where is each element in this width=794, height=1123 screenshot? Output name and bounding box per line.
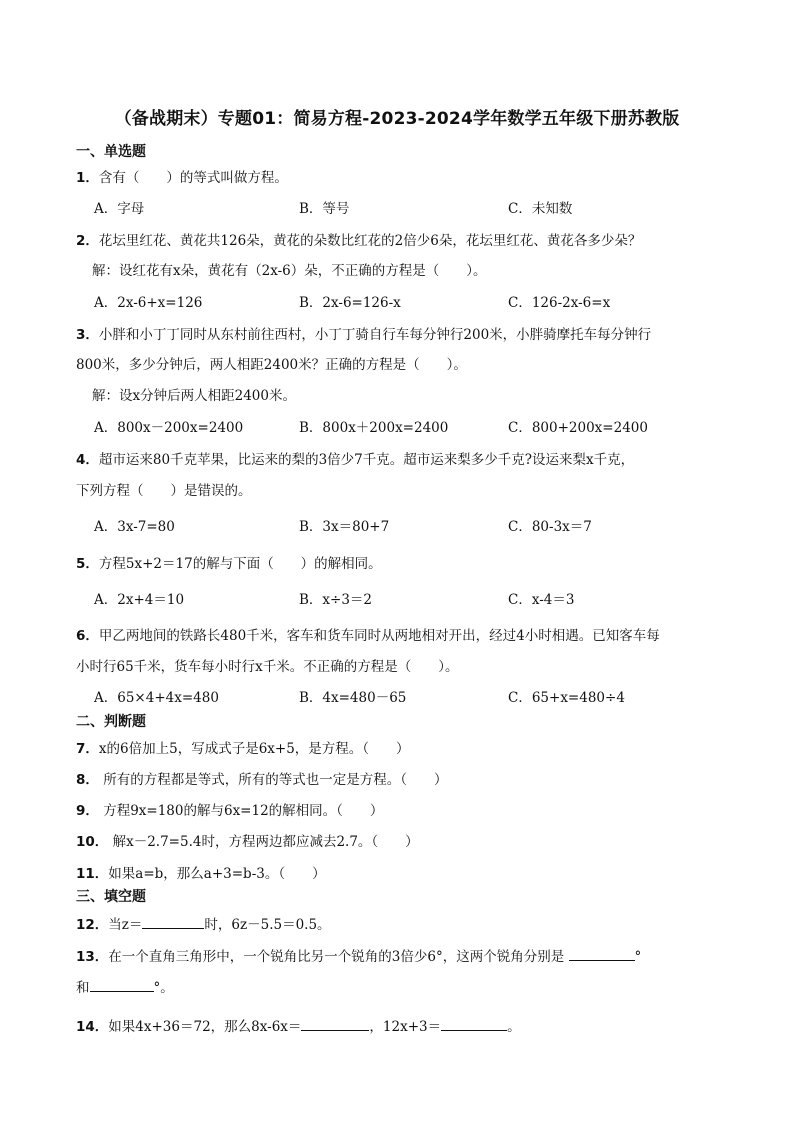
question-number: 13． (76, 949, 109, 965)
section-heading-fill-blank: 三、填空题 (76, 889, 146, 905)
answer-blank[interactable] (90, 979, 154, 992)
q2-option-a: A．2x-6+x=126 (94, 295, 203, 311)
question-number: 3． (76, 327, 99, 343)
question-10 (76, 830, 419, 850)
question-text: 解x－2.7=5.4时，方程两边都应减去2.7。（ ） (108, 834, 419, 850)
q2-option-b: B．2x-6=126-x (299, 295, 401, 311)
q3-option-a: A．800x－200x=2400 (94, 420, 244, 436)
question-number: 6． (76, 628, 99, 644)
question-text: 如果a=b，那么a+3=b-3。（ ） (108, 866, 326, 882)
q6-option-a: A．65×4+4x=480 (94, 690, 219, 706)
question-13 (76, 945, 641, 965)
q5-option-a: A．2x+4＝10 (94, 592, 185, 608)
question-number: 4． (76, 452, 99, 468)
question-text: 含有（ ）的等式叫做方程。 (98, 170, 288, 186)
answer-blank[interactable] (142, 916, 204, 929)
question-2-solution-line: 解：设红花有x朵，黄花有（2x-6）朵，不正确的方程是（ ）。 (92, 263, 487, 279)
question-text-post: ° (634, 949, 642, 965)
question-5 (76, 552, 382, 572)
q4-option-a: A．3x-7=80 (94, 519, 175, 535)
q4-option-b: B．3x＝80+7 (299, 519, 390, 535)
question-text-post: 时，6z－5.5＝0.5。 (204, 917, 331, 933)
question-number: 8． (76, 772, 99, 788)
question-text: 小胖和小丁丁同时从东村前往西村，小丁丁骑自行车每分钟行200米，小胖骑摩托车每分钟行 (98, 327, 652, 343)
question-text: x的6倍加上5，写成式子是6x+5，是方程。（ ） (98, 741, 410, 757)
q3-option-b: B．800x＋200x=2400 (299, 420, 449, 436)
question-number: 11． (76, 866, 109, 882)
question-number: 14． (76, 1019, 109, 1035)
question-number: 9． (76, 803, 99, 819)
answer-blank[interactable] (441, 1018, 507, 1031)
answer-blank[interactable] (569, 948, 635, 961)
question-number: 7． (76, 741, 99, 757)
q1-option-c: C．未知数 (508, 201, 573, 217)
question-8 (76, 768, 447, 788)
question-number: 12． (76, 917, 109, 933)
q4-option-c: C．80-3x＝7 (508, 519, 592, 535)
q6-option-b: B．4x=480－65 (299, 690, 407, 706)
page-title: （备战期末）专题01：简易方程-2023-2024学年数学五年级下册苏教版 (114, 109, 680, 129)
question-4 (76, 448, 634, 468)
question-text: 所有的方程都是等式，所有的等式也一定是方程。（ ） (98, 772, 448, 788)
question-number: 10． (76, 834, 109, 850)
question-text-pre: 如果4x+36＝72，那么8x-6x＝ (108, 1019, 302, 1035)
question-2 (76, 229, 641, 249)
section-heading-single-choice: 一、单选题 (76, 144, 146, 160)
question-4-line-2: 下列方程（ ）是错误的。 (76, 483, 252, 499)
question-text-post: °。 (153, 980, 174, 996)
question-number: 5． (76, 556, 99, 572)
section-heading-true-false: 二、判断题 (76, 714, 146, 730)
question-number: 2． (76, 233, 99, 249)
q5-option-c: C．x-4＝3 (508, 592, 575, 608)
question-text: 甲乙两地间的铁路长480千米，客车和货车同时从两地相对开出，经过4小时相遇。已知客车每 (98, 628, 660, 644)
question-13-line-2 (76, 976, 174, 996)
answer-blank[interactable] (301, 1018, 369, 1031)
question-14 (76, 1015, 521, 1035)
question-7 (76, 737, 410, 757)
q3-option-c: C．800+200x=2400 (508, 420, 648, 436)
q1-option-b: B．等号 (299, 201, 350, 217)
question-text-post: 。 (507, 1019, 521, 1035)
question-text: 方程5x+2＝17的解与下面（ ）的解相同。 (98, 556, 382, 572)
question-text-pre: 在一个直角三角形中，一个锐角比另一个锐角的3倍少6°，这两个锐角分别是 (108, 949, 569, 965)
q2-option-c: C．126-2x-6=x (508, 295, 611, 311)
question-6 (76, 624, 660, 644)
question-number: 1． (76, 170, 99, 186)
question-text-pre: 和 (76, 980, 90, 996)
q6-option-c: C．65+x=480÷4 (508, 690, 625, 706)
question-3-solution-line: 解：设x分钟后两人相距2400米。 (92, 388, 296, 404)
question-text: 方程9x=180的解与6x=12的解相同。（ ） (98, 803, 384, 819)
question-3-line-2: 800米，多少分钟后，两人相距2400米？正确的方程是（ ）。 (76, 357, 467, 373)
question-text: 花坛里红花、黄花共126朵，黄花的朵数比红花的2倍少6朵，花坛里红花、黄花各多少朵？ (98, 233, 642, 249)
question-1 (76, 166, 288, 186)
question-6-line-2: 小时行65千米，货车每小时行x千米。不正确的方程是（ ）。 (76, 659, 459, 675)
question-3 (76, 323, 651, 343)
q1-option-a: A．字母 (94, 201, 145, 217)
question-11 (76, 862, 326, 882)
q5-option-b: B．x÷3＝2 (299, 592, 373, 608)
question-text: 超市运来80千克苹果，比运来的梨的3倍少7千克。超市运来梨多少千克?设运来梨x千克， (98, 452, 635, 468)
question-text-mid: ，12x+3＝ (369, 1019, 442, 1035)
question-12 (76, 913, 331, 933)
question-text-pre: 当z＝ (108, 917, 143, 933)
question-9 (76, 799, 383, 819)
